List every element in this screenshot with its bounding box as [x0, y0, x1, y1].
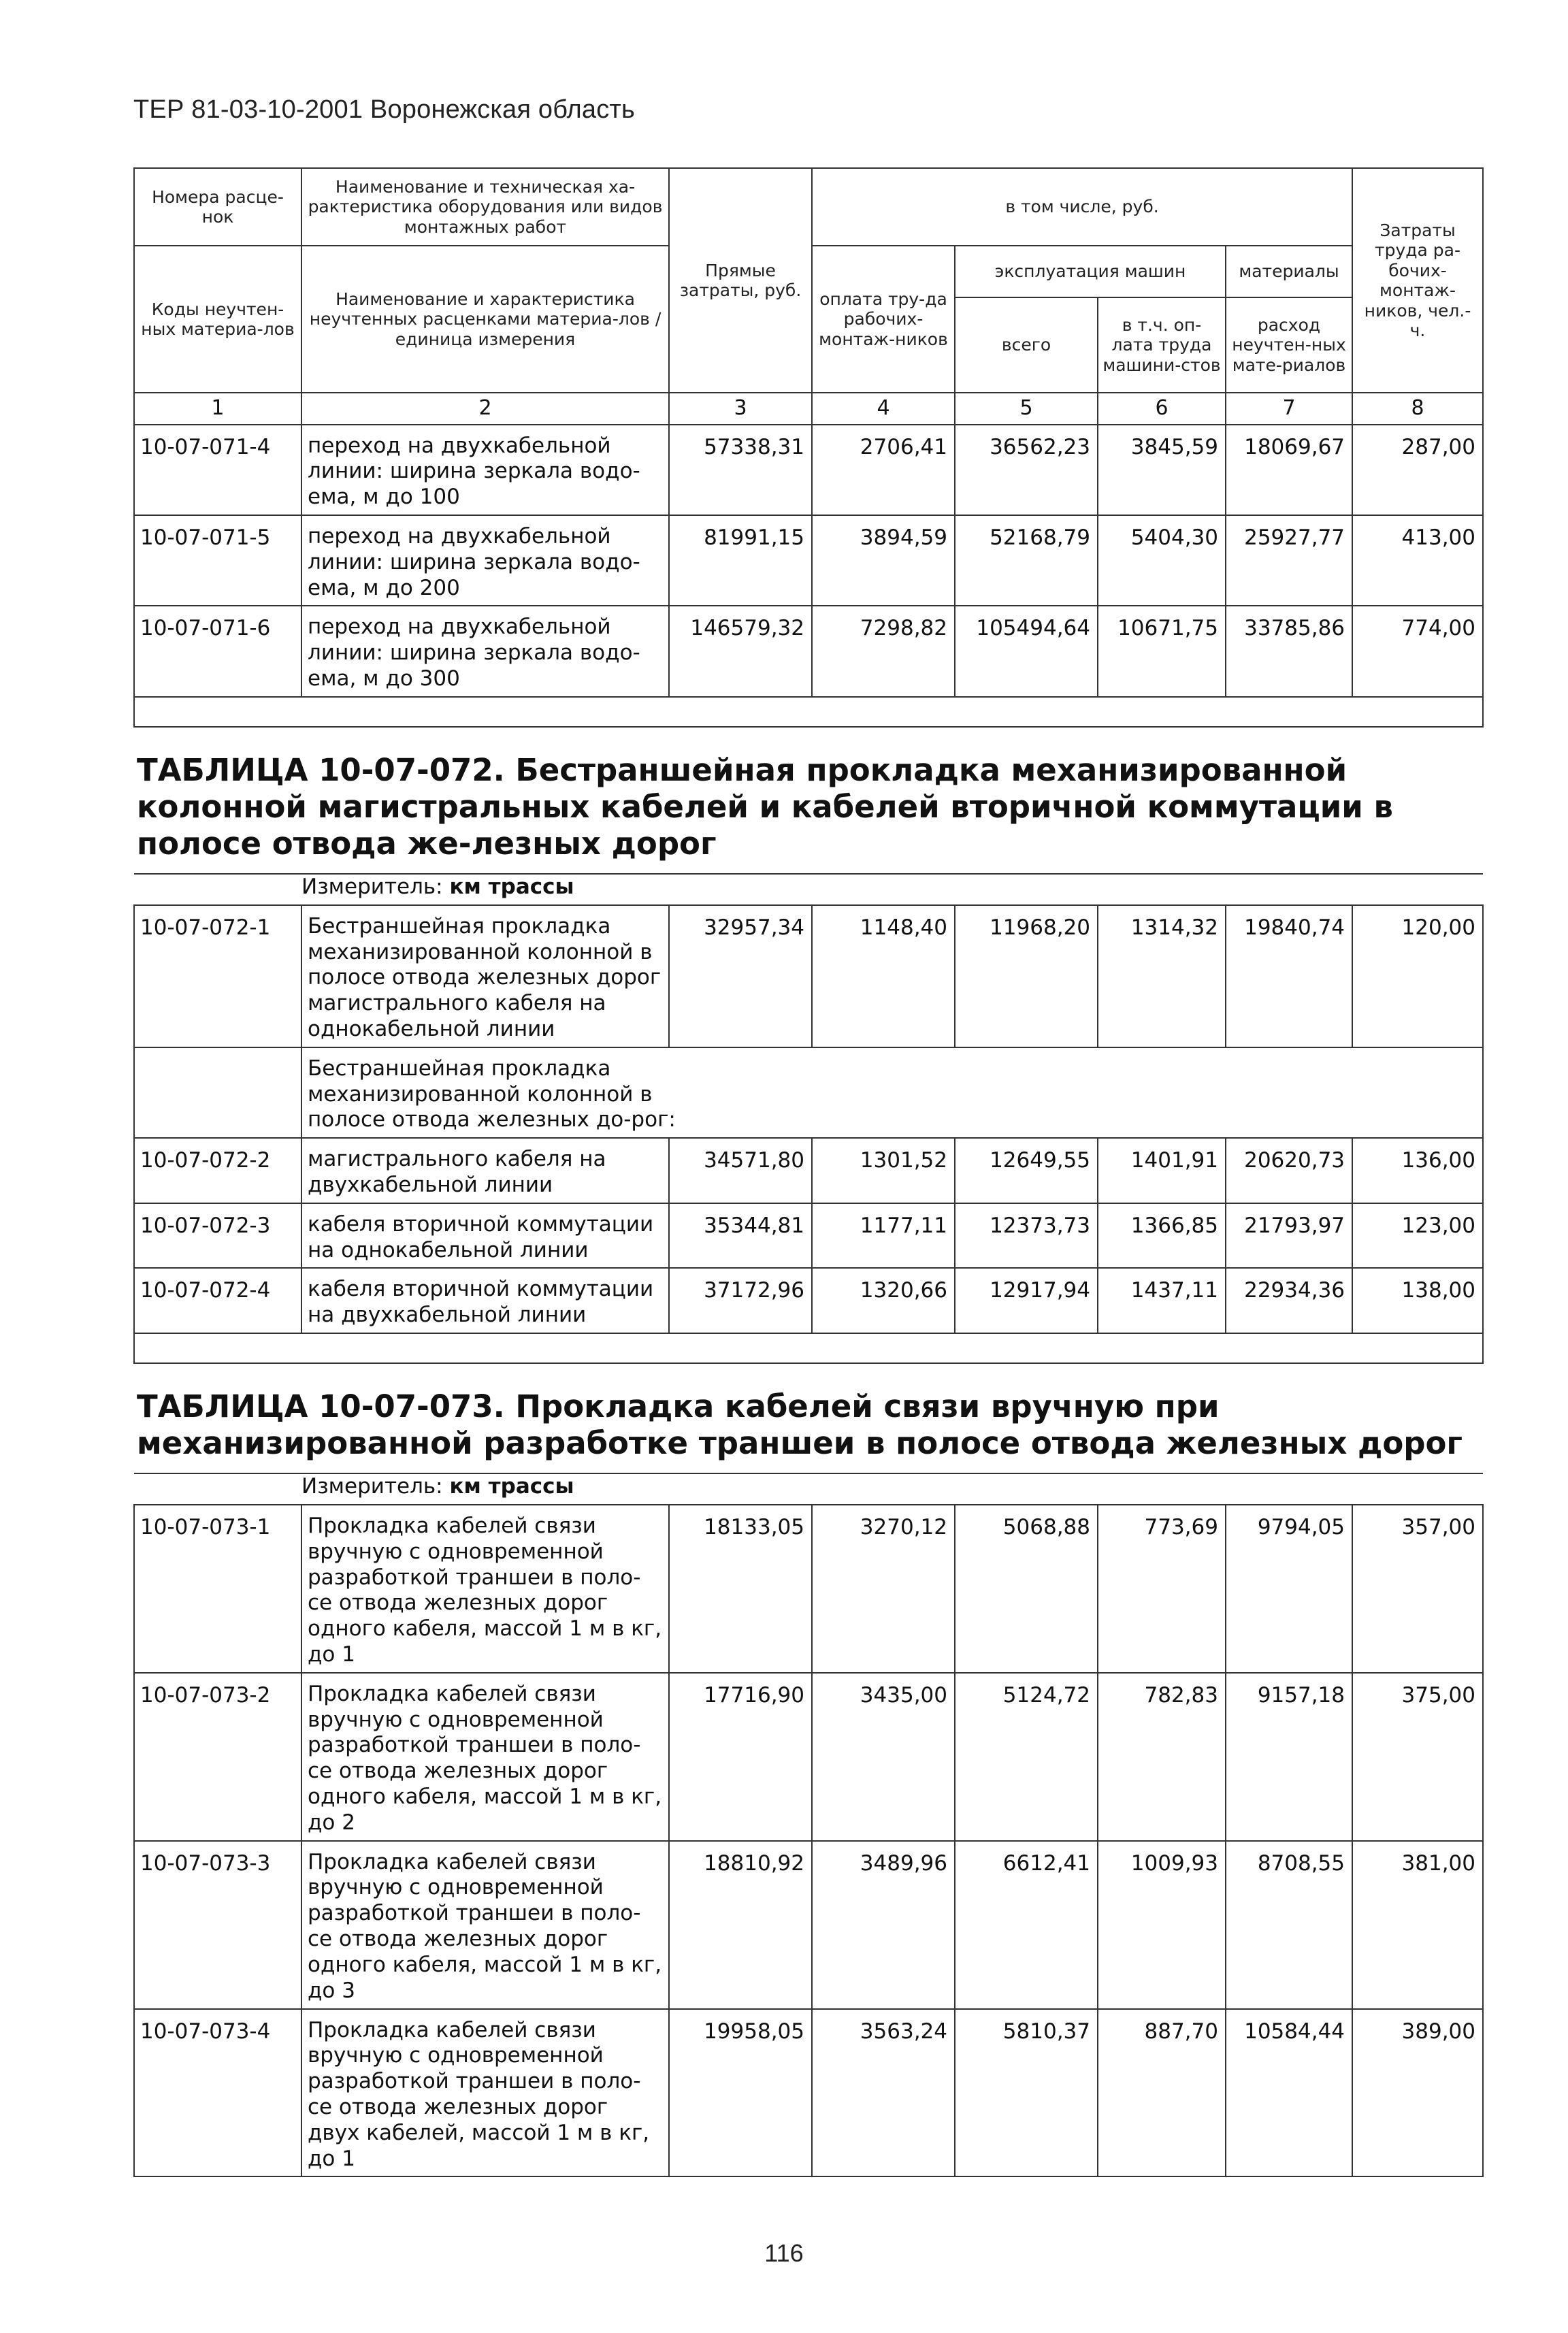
machinist-wages-value: 887,70: [1098, 2009, 1226, 2177]
machinist-wages-value: 782,83: [1098, 1673, 1226, 1841]
table-spacer: [134, 697, 1483, 727]
labor-hours-value: 123,00: [1352, 1203, 1483, 1269]
materials-value: 9794,05: [1226, 1505, 1352, 1673]
materials-value: 19840,74: [1226, 905, 1352, 1047]
column-number-row: [134, 393, 1483, 425]
unit-cell: [134, 1473, 1483, 1505]
table-row: [134, 1268, 1483, 1333]
unit-value: км трассы: [449, 874, 574, 899]
rate-code: 10-07-072-3: [134, 1203, 301, 1269]
materials-value: 10584,44: [1226, 2009, 1352, 2177]
table-row: [134, 606, 1483, 696]
header-machine-operation: эксплуатация машин: [955, 246, 1226, 297]
unit-label: Измеритель:: [301, 1474, 450, 1499]
header-machines-total: всего: [955, 297, 1098, 393]
rates-table: [133, 167, 1484, 2177]
labor-hours-value: 287,00: [1352, 425, 1483, 515]
worker-wages-value: 1301,52: [812, 1138, 955, 1203]
table-caption-row: [134, 1363, 1483, 1473]
direct-costs-value: 146579,32: [669, 606, 812, 696]
machines-total-value: 12373,73: [955, 1203, 1098, 1269]
unit-label: Измеритель:: [301, 874, 450, 899]
column-number: 7: [1226, 393, 1352, 425]
worker-wages-value: 3435,00: [812, 1673, 955, 1841]
labor-hours-value: 381,00: [1352, 1841, 1483, 2009]
table-row: [134, 1505, 1483, 1673]
machines-total-value: 12649,55: [955, 1138, 1098, 1203]
unit-row: [134, 1473, 1483, 1505]
group-heading-text: Бестраншейная прокладка механизированной колонной в полосе отвода железных до-рог:: [308, 1056, 676, 1132]
table-row: [134, 1673, 1483, 1841]
rate-name: переход на двухкабельной линии: ширина зеркала водо-ема, м до 300: [301, 606, 669, 696]
header-rate-number: Номера расце-нок: [134, 168, 301, 246]
table-row: [134, 905, 1483, 1047]
machines-total-value: 12917,94: [955, 1268, 1098, 1333]
table-row: [134, 515, 1483, 606]
table-caption-cell: [134, 727, 1483, 874]
direct-costs-value: 18133,05: [669, 1505, 812, 1673]
machinist-wages-value: 10671,75: [1098, 606, 1226, 696]
document-header-title: ТЕР 81-03-10-2001 Воронежская область: [133, 95, 636, 124]
materials-value: 20620,73: [1226, 1138, 1352, 1203]
machines-total-value: 6612,41: [955, 1841, 1098, 2009]
rate-name: кабеля вторичной коммутации на однокабельной линии: [301, 1203, 669, 1269]
machines-total-value: 36562,23: [955, 425, 1098, 515]
spacer-cell: [134, 1333, 1483, 1363]
table-caption-cell: [134, 1363, 1483, 1473]
table-row: [134, 2009, 1483, 2177]
unit-line: [134, 1474, 1483, 1500]
worker-wages-value: 1177,11: [812, 1203, 955, 1269]
table-header: [134, 168, 1483, 425]
column-number: 8: [1352, 393, 1483, 425]
header-including-group: в том числе, руб.: [812, 168, 1352, 246]
labor-hours-value: 120,00: [1352, 905, 1483, 1047]
column-number: 5: [955, 393, 1098, 425]
direct-costs-value: 35344,81: [669, 1203, 812, 1269]
direct-costs-value: 37172,96: [669, 1268, 812, 1333]
price-tables: [133, 167, 1482, 2177]
rate-code: 10-07-072-1: [134, 905, 301, 1047]
worker-wages-value: 1320,66: [812, 1268, 955, 1333]
worker-wages-value: 1148,40: [812, 905, 955, 1047]
machines-total-value: 5124,72: [955, 1673, 1098, 1841]
spacer-cell: [134, 697, 1483, 727]
materials-value: 9157,18: [1226, 1673, 1352, 1841]
page-number: 116: [764, 2239, 804, 2267]
machinist-wages-value: 1009,93: [1098, 1841, 1226, 2009]
empty-cell: [134, 1047, 301, 1138]
materials-value: 8708,55: [1226, 1841, 1352, 2009]
rate-code: 10-07-071-5: [134, 515, 301, 606]
machinist-wages-value: 773,69: [1098, 1505, 1226, 1673]
header-material-codes: Коды неучтен-ных материа-лов: [134, 246, 301, 393]
column-number: 4: [812, 393, 955, 425]
direct-costs-value: 17716,90: [669, 1673, 812, 1841]
materials-value: 18069,67: [1226, 425, 1352, 515]
header-material-names: Наименование и характеристика неучтенных расценками материа-лов / единица измерения: [301, 246, 669, 393]
header-worker-wages: оплата тру-да рабочих-монтаж-ников: [812, 246, 955, 393]
group-heading-row: [134, 1047, 1483, 1138]
labor-hours-value: 413,00: [1352, 515, 1483, 606]
unit-line: [134, 875, 1483, 900]
direct-costs-value: 81991,15: [669, 515, 812, 606]
table-spacer: [134, 1333, 1483, 1363]
machinist-wages-value: 1314,32: [1098, 905, 1226, 1047]
rate-code: 10-07-073-4: [134, 2009, 301, 2177]
materials-value: 22934,36: [1226, 1268, 1352, 1333]
column-number: 1: [134, 393, 301, 425]
machines-total-value: 5068,88: [955, 1505, 1098, 1673]
header-labor-hours: Затраты труда ра-бочих-монтаж-ников, чел.-ч.: [1352, 168, 1483, 393]
labor-hours-value: 138,00: [1352, 1268, 1483, 1333]
materials-value: 25927,77: [1226, 515, 1352, 606]
labor-hours-value: 774,00: [1352, 606, 1483, 696]
column-number: 2: [301, 393, 669, 425]
machinist-wages-value: 1437,11: [1098, 1268, 1226, 1333]
table-row: [134, 1841, 1483, 2009]
header-direct-costs: Прямые затраты, руб.: [669, 168, 812, 393]
machines-total-value: 105494,64: [955, 606, 1098, 696]
machinist-wages-value: 1401,91: [1098, 1138, 1226, 1203]
direct-costs-value: 19958,05: [669, 2009, 812, 2177]
header-unaccounted-materials: расход неучтен-ных мате-риалов: [1226, 297, 1352, 393]
table-072-caption: ТАБЛИЦА 10-07-072. Бестраншейная прокладка механизированной колонной магистральных кабелей и кабелей вторичной коммутации в полосе отвода же-лезных дорог: [137, 751, 1393, 862]
rate-code: 10-07-071-6: [134, 606, 301, 696]
header-work-name: Наименование и техническая ха-рактеристика оборудования или видов монтажных работ: [301, 168, 669, 246]
machinist-wages-value: 1366,85: [1098, 1203, 1226, 1269]
worker-wages-value: 3563,24: [812, 2009, 955, 2177]
rate-code: 10-07-073-3: [134, 1841, 301, 2009]
rate-name: Прокладка кабелей связи вручную с одновременной разработкой траншеи в поло-се отвода железных дорог одного кабеля, массой 1 м в кг, до 3: [301, 1841, 669, 2009]
rate-name: Прокладка кабелей связи вручную с одновременной разработкой траншеи в поло-се отвода железных дорог двух кабелей, массой 1 м в кг, до 1: [301, 2009, 669, 2177]
machinist-wages-value: 3845,59: [1098, 425, 1226, 515]
rate-name: Прокладка кабелей связи вручную с одновременной разработкой траншеи в поло-се отвода железных дорог одного кабеля, массой 1 м в кг, до 1: [301, 1505, 669, 1673]
header-machinist-wages: в т.ч. оп-лата труда машини-стов: [1098, 297, 1226, 393]
rate-code: 10-07-072-4: [134, 1268, 301, 1333]
machines-total-value: 11968,20: [955, 905, 1098, 1047]
direct-costs-value: 34571,80: [669, 1138, 812, 1203]
rate-name: Прокладка кабелей связи вручную с одновременной разработкой траншеи в поло-се отвода железных дорог одного кабеля, массой 1 м в кг, до 2: [301, 1673, 669, 1841]
labor-hours-value: 375,00: [1352, 1673, 1483, 1841]
materials-value: 33785,86: [1226, 606, 1352, 696]
rate-code: 10-07-073-1: [134, 1505, 301, 1673]
worker-wages-value: 3894,59: [812, 515, 955, 606]
rate-name: переход на двухкабельной линии: ширина зеркала водо-ема, м до 200: [301, 515, 669, 606]
worker-wages-value: 3270,12: [812, 1505, 955, 1673]
unit-cell: [134, 874, 1483, 905]
table-row: [134, 1203, 1483, 1269]
direct-costs-value: 32957,34: [669, 905, 812, 1047]
group-heading: [301, 1047, 1483, 1138]
rate-name: Бестраншейная прокладка механизированной колонной в полосе отвода железных дорог магистрального кабеля на однокабельной линии: [301, 905, 669, 1047]
unit-value: км трассы: [449, 1474, 574, 1499]
labor-hours-value: 136,00: [1352, 1138, 1483, 1203]
table-073-caption: ТАБЛИЦА 10-07-073. Прокладка кабелей связи вручную при механизированной разработке траншеи в полосе отвода железных дорог: [137, 1388, 1463, 1462]
table-row: [134, 425, 1483, 515]
labor-hours-value: 389,00: [1352, 2009, 1483, 2177]
header-materials: материалы: [1226, 246, 1352, 297]
worker-wages-value: 7298,82: [812, 606, 955, 696]
labor-hours-value: 357,00: [1352, 1505, 1483, 1673]
direct-costs-value: 18810,92: [669, 1841, 812, 2009]
worker-wages-value: 2706,41: [812, 425, 955, 515]
rate-code: 10-07-073-2: [134, 1673, 301, 1841]
rate-code: 10-07-072-2: [134, 1138, 301, 1203]
rate-code: 10-07-071-4: [134, 425, 301, 515]
rate-name: магистрального кабеля на двухкабельной линии: [301, 1138, 669, 1203]
table-caption-row: [134, 727, 1483, 874]
worker-wages-value: 3489,96: [812, 1841, 955, 2009]
machines-total-value: 5810,37: [955, 2009, 1098, 2177]
column-number: 6: [1098, 393, 1226, 425]
rate-name: кабеля вторичной коммутации на двухкабельной линии: [301, 1268, 669, 1333]
unit-row: [134, 874, 1483, 905]
rate-name: переход на двухкабельной линии: ширина зеркала водо-ема, м до 100: [301, 425, 669, 515]
direct-costs-value: 57338,31: [669, 425, 812, 515]
machines-total-value: 52168,79: [955, 515, 1098, 606]
machinist-wages-value: 5404,30: [1098, 515, 1226, 606]
table-row: [134, 1138, 1483, 1203]
column-number: 3: [669, 393, 812, 425]
materials-value: 21793,97: [1226, 1203, 1352, 1269]
